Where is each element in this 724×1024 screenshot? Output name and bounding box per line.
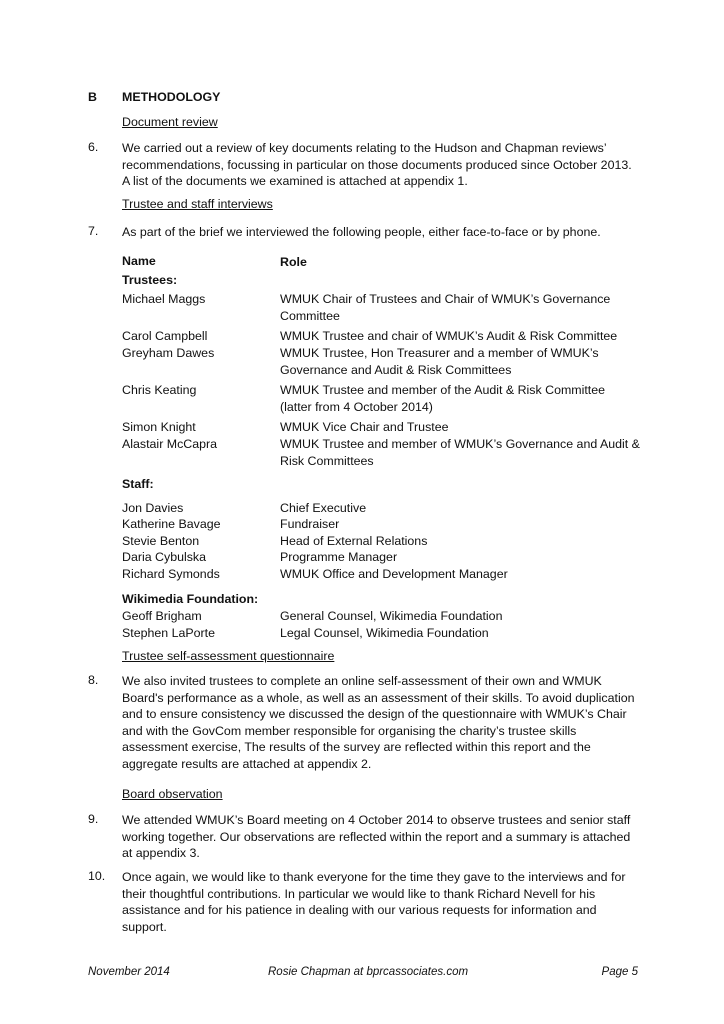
person-role: Head of External Relations [280,534,428,548]
para-8-number: 8. [88,673,99,687]
person-name: Stevie Benton [122,534,200,548]
section-title: METHODOLOGY [122,90,221,104]
person-name: Stephen LaPorte [122,626,216,640]
para-9-text: We attended WMUK’s Board meeting on 4 October 2014 to observe trustees and senior staff working together. Our observations are reflected within the report and a summary is attached at appendix 3. [122,813,631,861]
staff-label: Staff: [122,477,154,491]
person-role: Legal Counsel, Wikimedia Foundation [280,626,489,640]
person-name: Greyham Dawes [122,346,215,360]
footer-date: November 2014 [88,966,170,978]
person-role: Programme Manager [280,550,398,564]
para-8-text: We also invited trustees to complete an online self-assessment of their own and WMUK Board's performance as a whole, as well as an assessment of their skills. To avoid duplication and to ensure consistency we discussed the design of the questionnaire with WMUK’s Chair and with the GovCom member responsible for organising the charity’s trustee skills assessment exercise, The results of the survey are reflected within this report and the aggregate results are attached at appendix 2. [122,674,635,771]
person-role: WMUK Trustee, Hon Treasurer and a member of WMUK’s Governance and Audit & Risk Committees [280,346,599,377]
para-7-text: As part of the brief we interviewed the following people, either face-to-face or by phone. [122,225,601,239]
person-role: WMUK Trustee and member of WMUK’s Governance and Audit & Risk Committees [280,437,640,468]
person-role: Fundraiser [280,517,340,531]
para-6-text: We carried out a review of key documents relating to the Hudson and Chapman reviews’ recommendations, focussing in particular on those documents produced since October 2013. A list of the documents we examined is attached at appendix 1. [122,141,632,189]
person-name: Simon Knight [122,420,196,434]
person-name: Alastair McCapra [122,437,218,451]
section-letter: B [88,90,97,104]
name-column-header: Name [122,254,156,268]
person-name: Daria Cybulska [122,550,207,564]
person-role: WMUK Chair of Trustees and Chair of WMUK’s Governance Committee [280,292,611,323]
person-role: Chief Executive [280,501,367,515]
person-name: Chris Keating [122,383,197,397]
person-role: WMUK Office and Development Manager [280,567,508,581]
doc-review-heading: Document review [122,115,218,129]
person-name: Jon Davies [122,501,184,515]
para-10-number: 10. [88,869,106,883]
person-role: WMUK Vice Chair and Trustee [280,420,449,434]
questionnaire-heading: Trustee self-assessment questionnaire [122,649,335,663]
para-10-text: Once again, we would like to thank everyone for the time they gave to the interviews and for their thoughtful contributions. In particular we would like to thank Richard Nevell for his assistance and for his patience in dealing with our various requests for information and support. [122,870,626,934]
person-name: Richard Symonds [122,567,220,581]
wmf-label: Wikimedia Foundation: [122,592,259,606]
footer-author: Rosie Chapman at bprcassociates.com [268,966,469,978]
person-name: Michael Maggs [122,292,206,306]
para-7-number: 7. [88,224,99,238]
person-name: Carol Campbell [122,329,208,343]
trustees-label: Trustees: [122,273,178,287]
person-role: WMUK Trustee and member of the Audit & Risk Committee (latter from 4 October 2014) [280,383,606,414]
para-6-number: 6. [88,140,99,154]
role-column-header: Role [280,255,307,269]
person-role: General Counsel, Wikimedia Foundation [280,609,503,623]
para-9-number: 9. [88,812,99,826]
person-name: Geoff Brigham [122,609,202,623]
footer-page-number: Page 5 [601,966,638,978]
person-name: Katherine Bavage [122,517,221,531]
board-observation-heading: Board observation [122,787,223,801]
person-role: WMUK Trustee and chair of WMUK’s Audit & Risk Committee [280,329,618,343]
interviews-heading: Trustee and staff interviews [122,197,273,211]
